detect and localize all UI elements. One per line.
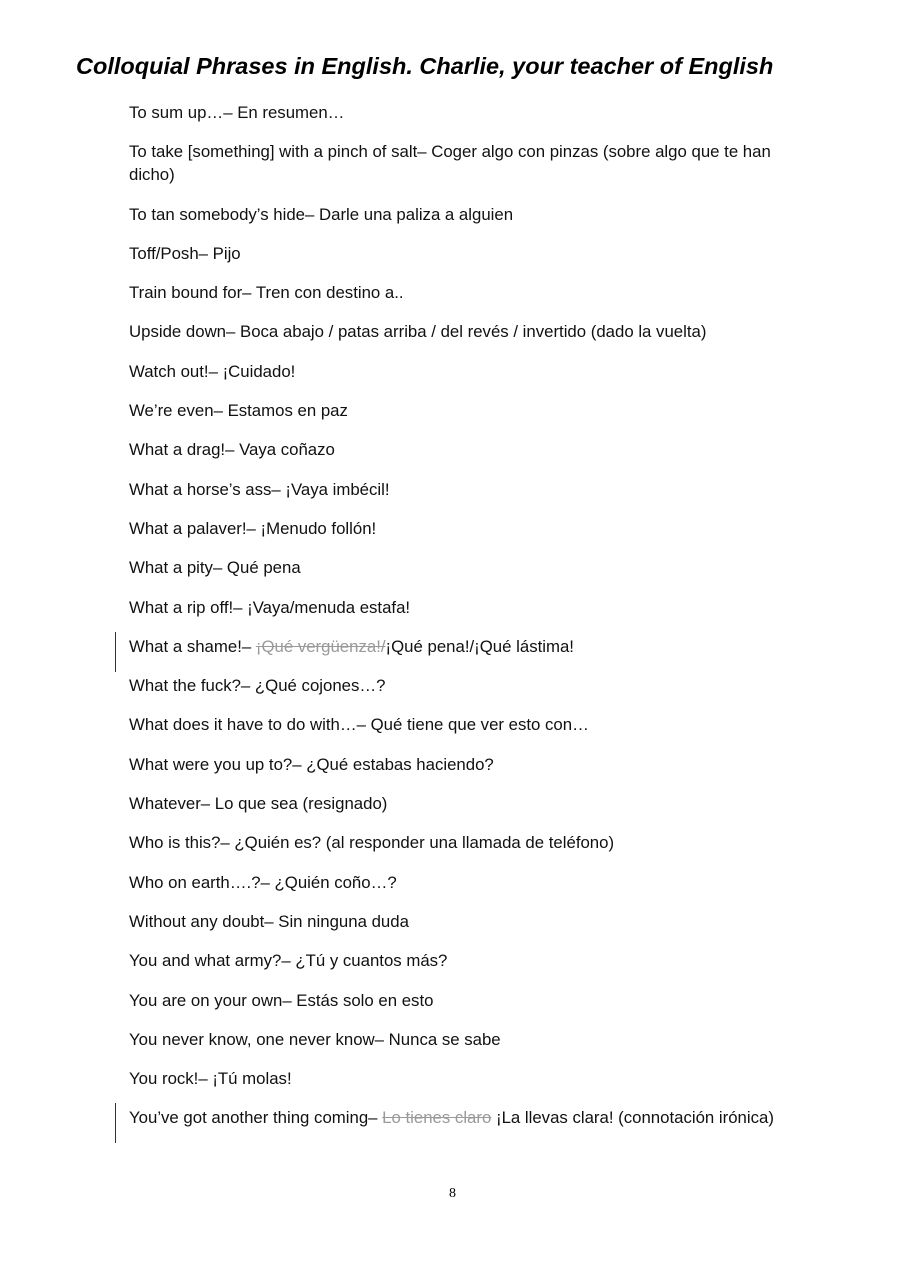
phrase-entry: What a horse’s ass– ¡Vaya imbécil! [129, 479, 390, 499]
phrase-entry: You rock!– ¡Tú molas! [129, 1069, 292, 1089]
phrase-entry: We’re even– Estamos en paz [129, 401, 348, 421]
phrase-entry: To tan somebody’s hide– Darle una paliza a alguien [129, 204, 514, 224]
phrase-entry: Whatever– Lo que sea (resignado) [129, 794, 388, 814]
document-title: Colloquial Phrases in English. Charlie, your teacher of English [76, 53, 774, 79]
phrase-entry: You and what army?– ¿Tú y cuantos más? [129, 951, 448, 971]
phrase-entry: What does it have to do with…– Qué tiene que ver esto con… [129, 715, 589, 735]
inserted-text: ¡La llevas clara! (connotación irónica) [491, 1108, 774, 1128]
phrase-entry: What the fuck?– ¿Qué cojones…? [129, 676, 386, 696]
phrase-entry: What a rip off!– ¡Vaya/menuda estafa! [129, 597, 411, 617]
entry-text: You’ve got another thing coming– [129, 1108, 383, 1128]
page-number: 8 [449, 1186, 456, 1201]
entry-text: What a shame!– [129, 636, 256, 656]
phrase-entry: Toff/Posh– Pijo [129, 243, 241, 263]
phrase-entry: What a drag!– Vaya coñazo [129, 440, 335, 460]
phrase-entry: To sum up…– En resumen… [129, 103, 345, 122]
phrase-entry: Train bound for– Tren con destino a.. [129, 283, 404, 303]
phrase-entry-revised [129, 635, 789, 658]
phrase-list [129, 101, 789, 1146]
phrase-entry: Upside down– Boca abajo / patas arriba / del revés / invertido (dado la vuelta) [129, 322, 707, 342]
inserted-text: ¡Qué pena!/¡Qué lástima! [385, 636, 574, 656]
phrase-entry: What a pity– Qué pena [129, 558, 301, 578]
phrase-entry: You never know, one never know– Nunca se sabe [129, 1029, 501, 1049]
change-bar [115, 1103, 116, 1143]
phrase-entry: What were you up to?– ¿Qué estabas haciendo? [129, 754, 494, 774]
phrase-entry: Without any doubt– Sin ninguna duda [129, 911, 409, 931]
phrase-entry: Watch out!– ¡Cuidado! [129, 361, 296, 381]
change-bar [115, 632, 116, 672]
phrase-entry: Who on earth….?– ¿Quién coño…? [129, 872, 397, 892]
deleted-text: ¡Qué vergüenza!/ [255, 636, 386, 656]
phrase-entry: You are on your own– Estás solo en esto [129, 990, 434, 1010]
phrase-entry: What a palaver!– ¡Menudo follón! [129, 518, 377, 538]
deleted-text: Lo tienes claro [382, 1108, 492, 1128]
phrase-entry-revised [129, 1106, 789, 1129]
phrase-entry: To take [something] with a pinch of salt– Coger algo con pinzas (sobre algo que te han dicho) [129, 142, 771, 185]
phrase-entry: Who is this?– ¿Quién es? (al responder una llamada de teléfono) [129, 833, 615, 853]
